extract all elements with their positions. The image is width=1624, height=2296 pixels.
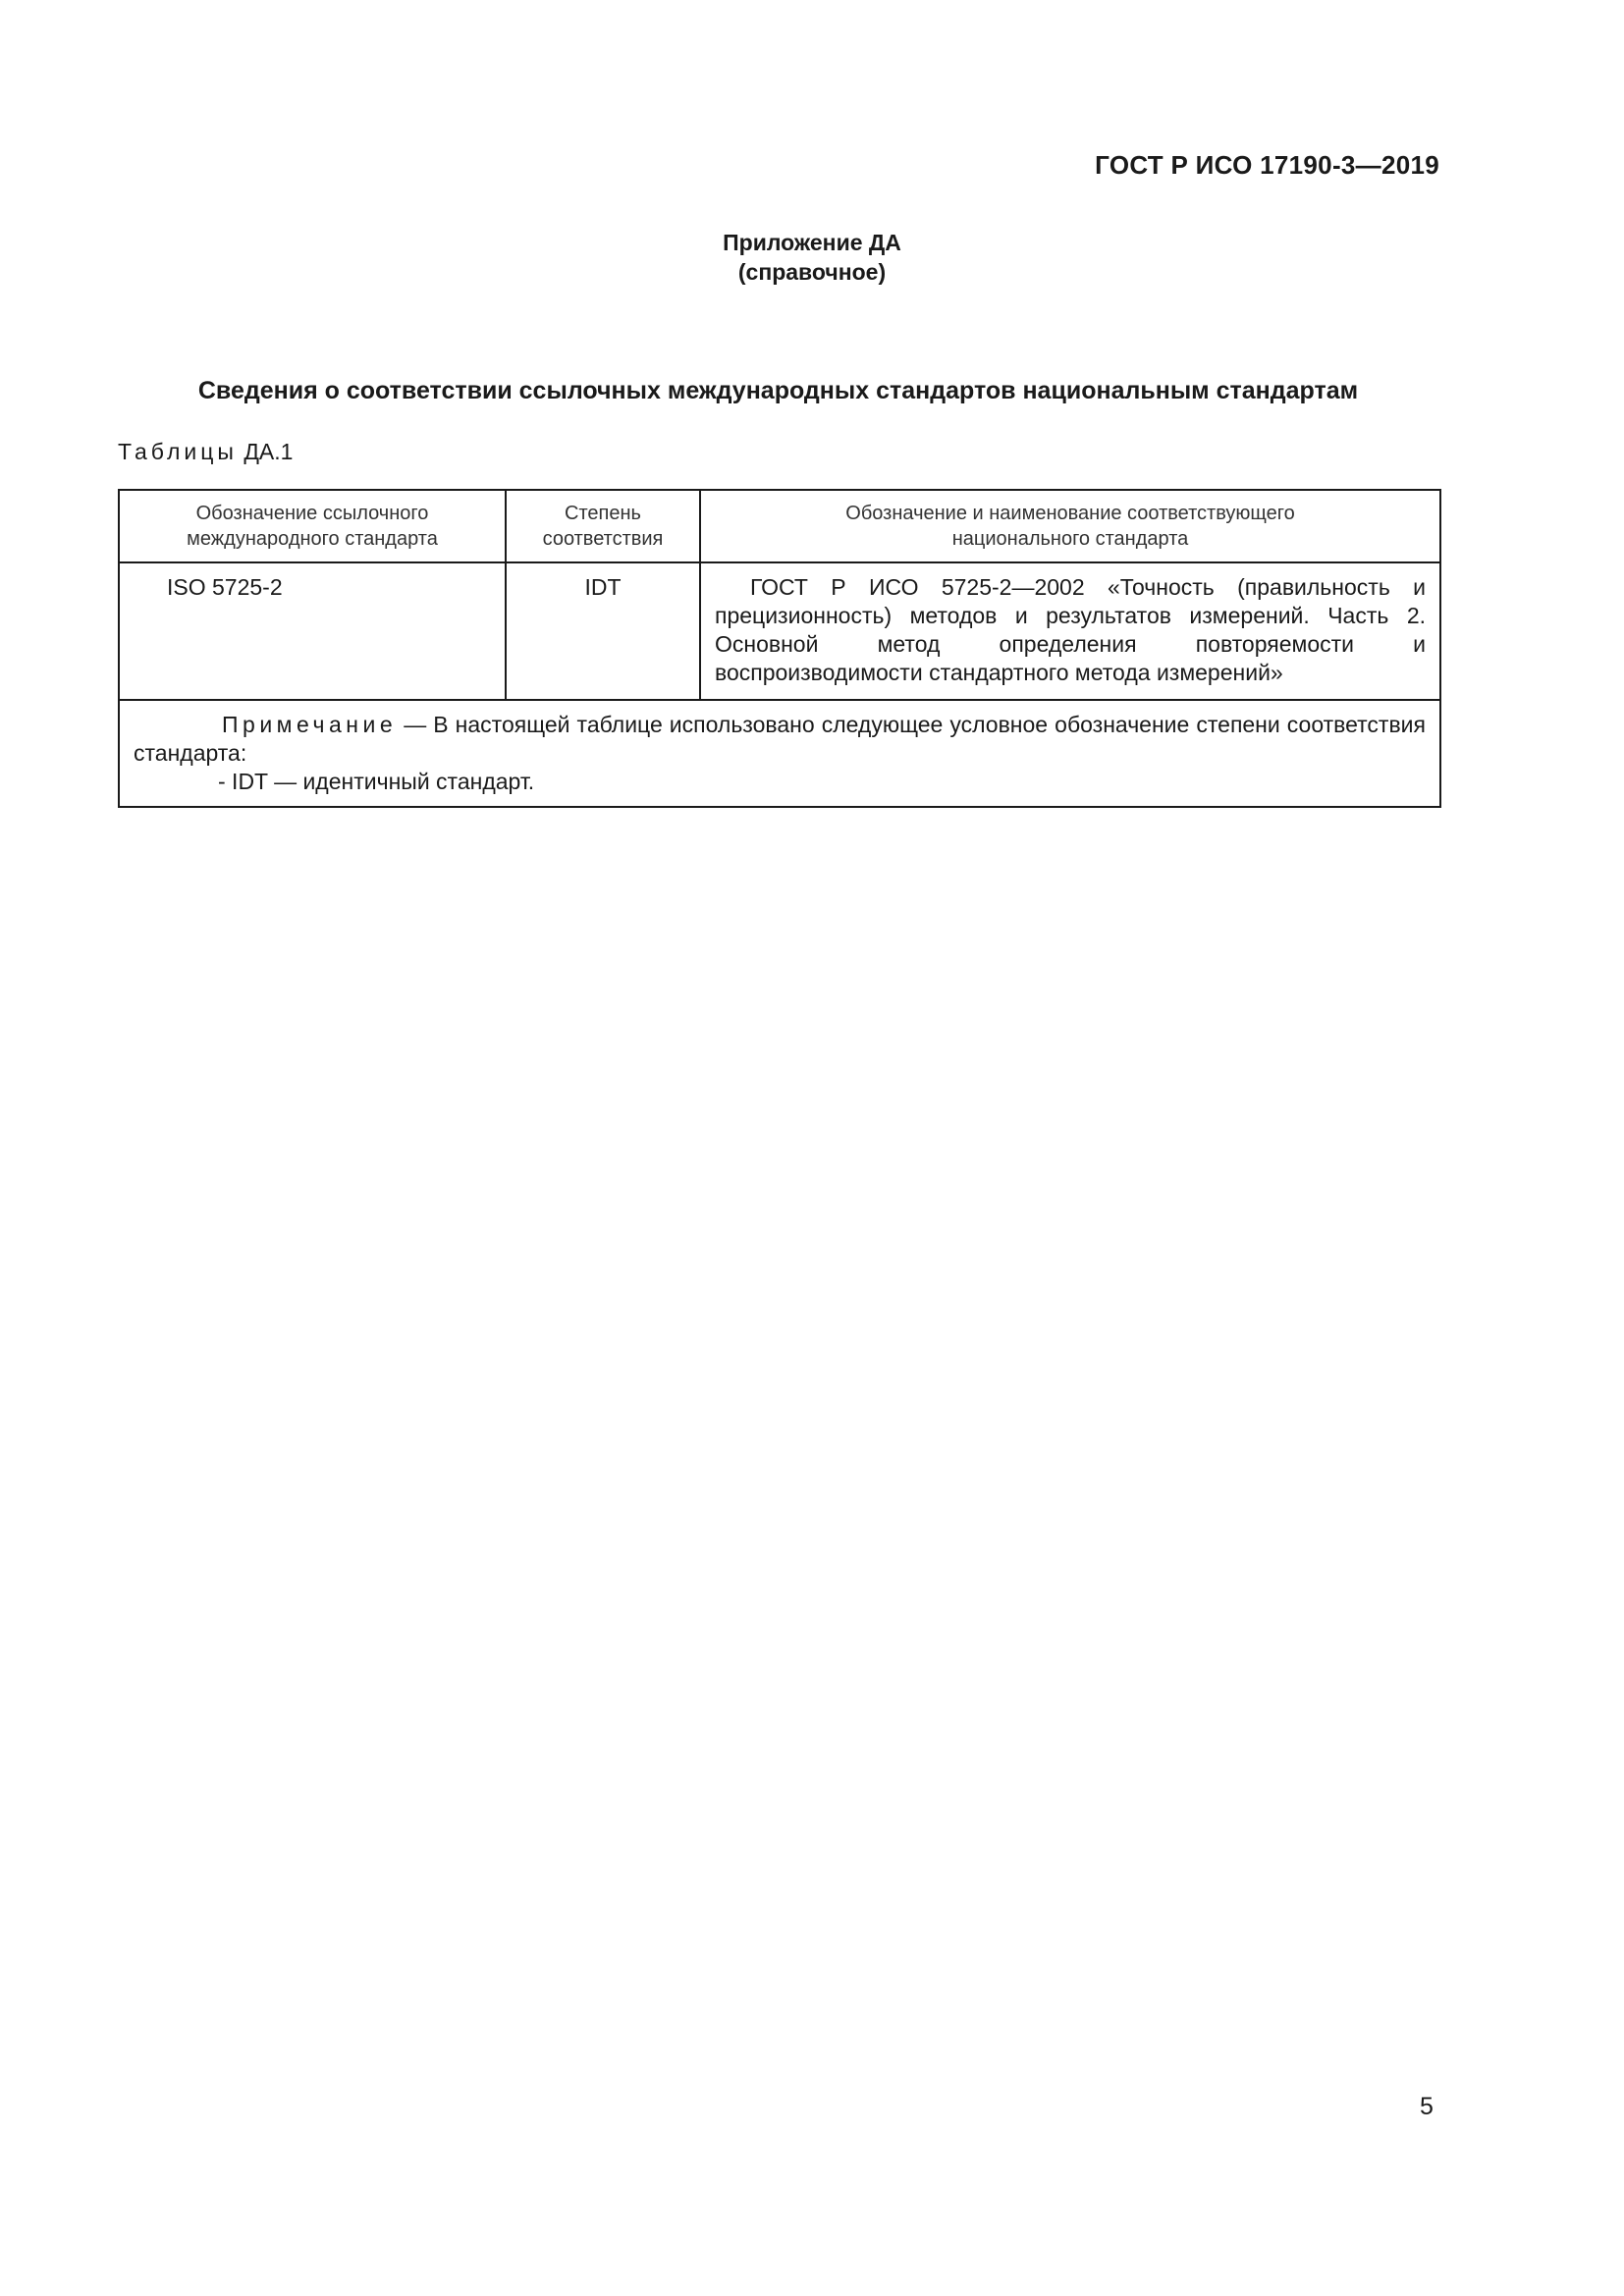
table-caption <box>118 439 293 465</box>
annex-status: (справочное) <box>737 259 887 285</box>
table-header-row <box>119 490 1440 562</box>
cell-degree: IDT <box>506 562 700 700</box>
note-label: Примечание <box>222 712 398 737</box>
section-title: Сведения о соответствии ссылочных международных стандартов национальным стандартам <box>197 377 1359 404</box>
note-text <box>134 711 1426 768</box>
column-header-national <box>700 490 1440 562</box>
table-note-row <box>119 700 1440 807</box>
column-header-reference-text: Обозначение ссылочного международного стандарта <box>187 503 438 550</box>
table-note <box>119 700 1440 807</box>
note-body: — В настоящей таблице использовано следующее условное обозначение степени соответствия стандарта: <box>134 712 1426 766</box>
cell-reference: ISO 5725-2 <box>119 562 506 700</box>
cell-national: ГОСТ Р ИСО 5725-2—2002 «Точность (правильность и прецизионность) методов и результатов измерений. Часть 2. Основной метод определения повторяемости и воспроизводимости стандартного метода измерений» <box>700 562 1440 700</box>
annex-title: Приложение ДА <box>723 230 901 255</box>
table-caption-number: ДА.1 <box>244 439 294 464</box>
table-row <box>119 562 1440 700</box>
column-header-degree <box>506 490 700 562</box>
annex-heading <box>0 228 1624 287</box>
column-header-degree-text: Степень соответствия <box>542 503 664 550</box>
table-caption-label: Таблицы <box>118 439 238 464</box>
correspondence-table <box>118 489 1441 808</box>
column-header-reference <box>119 490 506 562</box>
document-id: ГОСТ Р ИСО 17190-3—2019 <box>1095 150 1439 180</box>
note-item: - IDT — идентичный стандарт. <box>218 769 535 794</box>
page-number: 5 <box>1420 2093 1434 2120</box>
column-header-national-text: Обозначение и наименование соответствующего национального стандарта <box>845 503 1295 550</box>
